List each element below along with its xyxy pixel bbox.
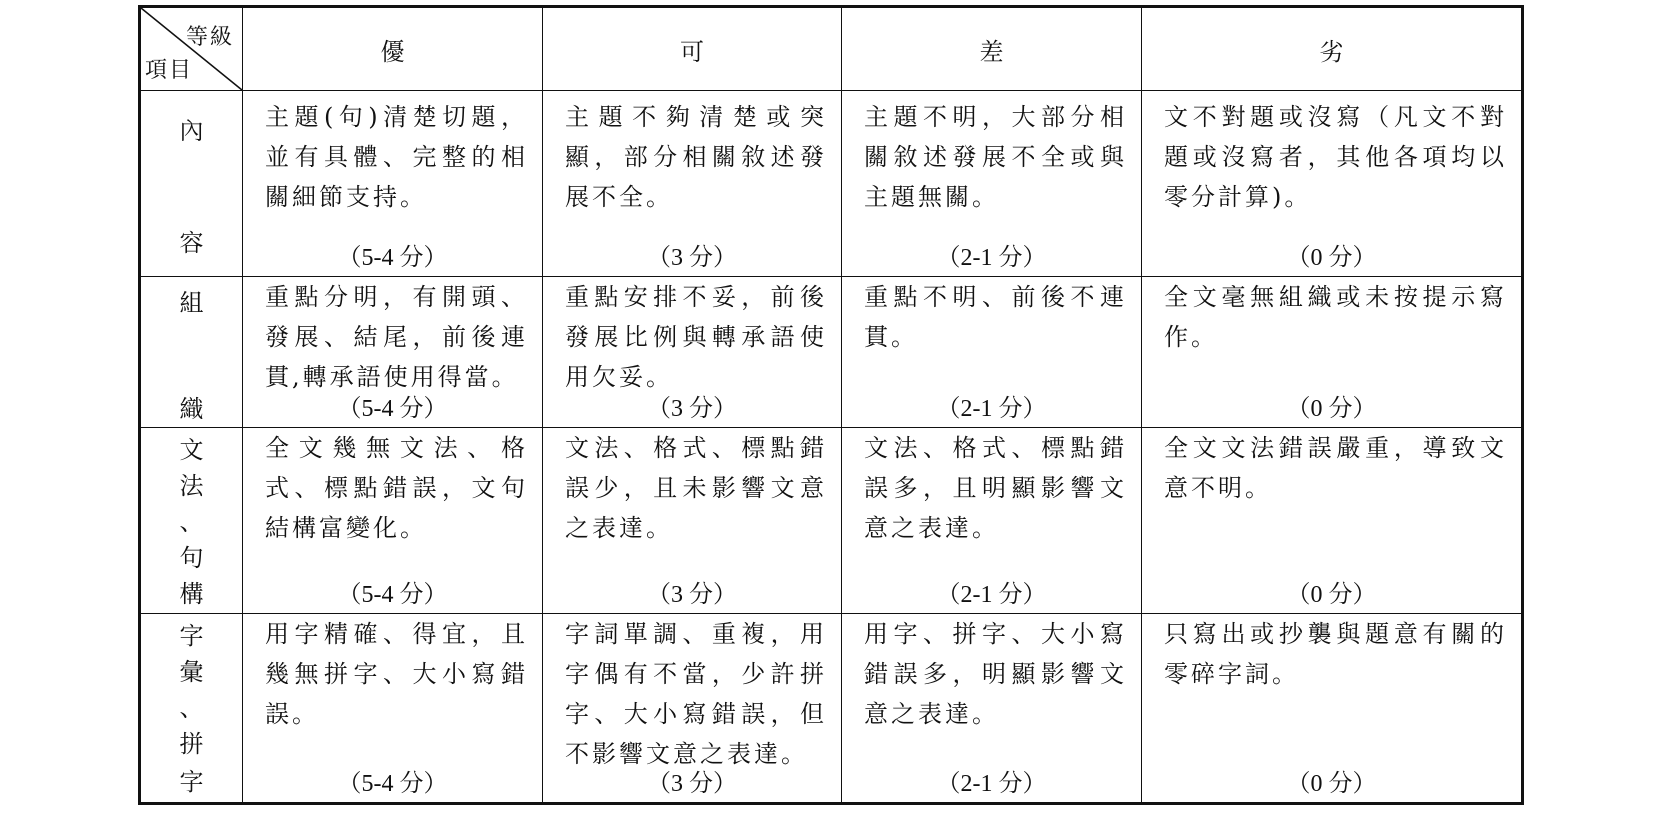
row-label-char: 織 <box>179 395 204 423</box>
row-label-char: 拼 <box>179 730 204 758</box>
rubric-cell <box>243 91 543 277</box>
criteria-row-content <box>140 91 1523 277</box>
criterion-description: 文法、格式、標點錯誤多，且明顯影響文意之表達。 <box>864 434 1127 542</box>
criterion-description: 主題(句)清楚切題，並有具體、完整的相關細節支持。 <box>265 103 528 211</box>
score-range: （3 分） <box>647 582 737 608</box>
score-range: （2-1 分） <box>936 771 1047 797</box>
score-range: （0 分） <box>1286 771 1377 797</box>
rubric-cell <box>543 614 842 804</box>
row-label-char: 句 <box>179 544 204 572</box>
row-label-char: 字 <box>179 768 204 796</box>
rubric-cell <box>842 428 1142 614</box>
score-range: （0 分） <box>1286 582 1377 608</box>
rubric-cell <box>543 428 842 614</box>
score-range: （0 分） <box>1286 245 1377 271</box>
criterion-description: 全文毫無組織或未按提示寫作。 <box>1164 283 1507 351</box>
criterion-description: 用字精確、得宜，且幾無拼字、大小寫錯誤。 <box>265 620 528 728</box>
score-range: （0 分） <box>1286 396 1377 422</box>
criterion-description: 只寫出或抄襲與題意有關的零碎字詞。 <box>1164 620 1507 688</box>
header-row <box>140 7 1523 91</box>
criterion-description: 主題不明，大部分相關敘述發展不全或與主題無關。 <box>864 103 1127 211</box>
row-label-grammar <box>140 428 243 614</box>
rubric-table <box>138 5 1524 805</box>
level-header-bad: 劣 <box>1142 7 1523 91</box>
rubric-cell <box>842 277 1142 428</box>
criterion-description: 重點分明，有開頭、發展、結尾，前後連貫,轉承語使用得當。 <box>265 283 528 391</box>
rubric-cell <box>1142 91 1523 277</box>
row-label-char: 構 <box>179 580 204 608</box>
row-label-vocabulary <box>140 614 243 804</box>
row-label-char: 字 <box>179 622 204 650</box>
level-header-fair: 可 <box>543 7 842 91</box>
row-label-char: 內 <box>179 117 204 145</box>
rubric-cell <box>842 614 1142 804</box>
criteria-row-vocabulary <box>140 614 1523 804</box>
level-header-excellent: 優 <box>243 7 543 91</box>
criterion-description: 用字、拼字、大小寫錯誤多，明顯影響文意之表達。 <box>864 620 1127 728</box>
corner-level-label: 等級 <box>185 25 234 50</box>
level-header-poor: 差 <box>842 7 1142 91</box>
criteria-row-grammar <box>140 428 1523 614</box>
rubric-cell <box>1142 277 1523 428</box>
rubric-cell <box>243 428 543 614</box>
criteria-row-organization <box>140 277 1523 428</box>
score-range: （2-1 分） <box>936 396 1047 422</box>
criterion-description: 文不對題或沒寫（凡文不對題或沒寫者，其他各項均以零分計算)。 <box>1164 103 1507 211</box>
rubric-cell <box>1142 614 1523 804</box>
row-label-char: 組 <box>179 289 204 317</box>
rubric-cell <box>243 614 543 804</box>
row-label-char: 彙 <box>179 658 204 686</box>
score-range: （5-4 分） <box>337 245 448 271</box>
rubric-cell <box>543 277 842 428</box>
rubric-cell <box>842 91 1142 277</box>
criterion-description: 主題不夠清楚或突顯，部分相關敘述發展不全。 <box>565 103 827 211</box>
criterion-description: 重點安排不妥，前後發展比例與轉承語使用欠妥。 <box>565 283 827 391</box>
criterion-description: 重點不明、前後不連貫。 <box>864 283 1127 351</box>
criterion-description: 字詞單調、重複，用字偶有不當，少許拼字、大小寫錯誤，但不影響文意之表達。 <box>565 620 827 768</box>
row-label-char: 、 <box>179 694 204 722</box>
criterion-description: 文法、格式、標點錯誤少，且未影響文意之表達。 <box>565 434 827 542</box>
rubric-cell <box>543 91 842 277</box>
row-label-content <box>140 91 243 277</box>
row-label-char: 文 <box>179 436 204 464</box>
row-label-organization <box>140 277 243 428</box>
criterion-description: 全文幾無文法、格式、標點錯誤，文句結構富變化。 <box>265 434 528 542</box>
corner-cell <box>140 7 243 91</box>
score-range: （3 分） <box>647 245 737 271</box>
score-range: （5-4 分） <box>337 582 448 608</box>
rubric-cell <box>1142 428 1523 614</box>
row-label-char: 、 <box>179 508 204 536</box>
score-range: （3 分） <box>647 396 737 422</box>
score-range: （5-4 分） <box>337 396 448 422</box>
score-range: （3 分） <box>647 771 737 797</box>
corner-item-label: 項目 <box>145 58 194 83</box>
row-label-char: 法 <box>179 472 204 500</box>
score-range: （2-1 分） <box>936 245 1047 271</box>
rubric-cell <box>243 277 543 428</box>
row-label-char: 容 <box>179 229 204 257</box>
score-range: （2-1 分） <box>936 582 1047 608</box>
criterion-description: 全文文法錯誤嚴重，導致文意不明。 <box>1164 434 1507 502</box>
score-range: （5-4 分） <box>337 771 448 797</box>
